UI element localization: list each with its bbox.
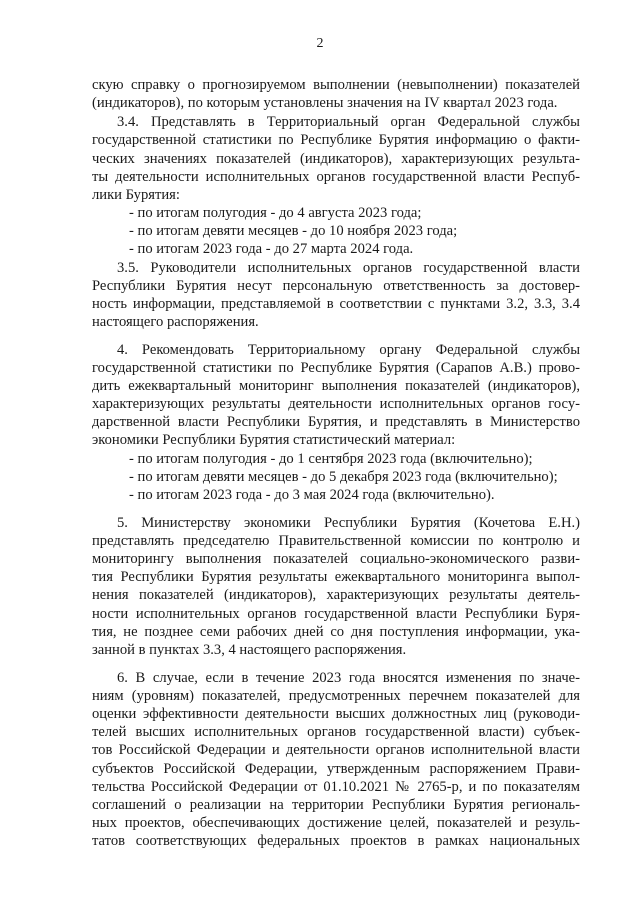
- page-number: 2: [316, 36, 324, 51]
- paragraph-4-first-line: 4. Рекомендовать Территориальному органу Федеральной службы: [117, 342, 580, 358]
- list-item: - по итогам девяти месяцев - до 5 декабря 2023 года (включительно);: [129, 469, 558, 485]
- text-line: государственной статистики по Республике Бурятия информацию о факти-: [92, 132, 580, 148]
- text-line: телей высших исполнительных органов государственной власти) субъек-: [92, 724, 580, 740]
- text-line: ческих значениях показателей (индикаторов), характеризующих результа-: [92, 151, 580, 167]
- text-line: ных проектов, обеспечивающих достижение целей, показателей и резуль-: [92, 815, 580, 831]
- paragraph-5-first-line: 5. Министерству экономики Республики Бурятия (Кочетова Е.Н.): [117, 515, 580, 531]
- list-item: - по итогам 2023 года - до 27 марта 2024 года.: [129, 241, 414, 257]
- text-line: государственной статистики по Республике Бурятия (Сарапов А.В.) прово-: [92, 360, 580, 376]
- text-line: ты деятельности исполнительных органов государственной власти Респуб-: [92, 169, 580, 185]
- text-line: ниям (уровням) показателей, предусмотренных перечнем показателей для: [92, 688, 580, 704]
- text-line: татов соответствующих федеральных проектов в рамках национальных: [92, 833, 580, 849]
- paragraph-3-5-first-line: 3.5. Руководители исполнительных органов государственной власти: [117, 260, 580, 276]
- text-line: занной в пунктах 3.3, 4 настоящего распоряжения.: [92, 642, 407, 658]
- text-line: дить ежеквартальный мониторинг выполнения показателей (индикаторов),: [92, 378, 580, 394]
- list-item: - по итогам полугодия - до 1 сентября 2023 года (включительно);: [129, 451, 533, 467]
- paragraph-3-4-first-line: 3.4. Представлять в Территориальный орган Федеральной службы: [117, 114, 580, 130]
- text-line: тия Республики Бурятия результаты ежеквартального мониторинга выпол-: [92, 569, 580, 585]
- text-line: дарственной власти Республики Бурятия, и представлять в Министерство: [92, 414, 580, 430]
- text-line: настоящего распоряжения.: [92, 314, 259, 330]
- text-line: оценки эффективности деятельности высших должностных лиц (руководи-: [92, 706, 580, 722]
- text-line: ность информации, представляемой в соответствии с пунктами 3.2, 3.3, 3.4: [92, 296, 580, 312]
- text-line: (индикаторов), по которым установлены значения на IV квартал 2023 года.: [92, 95, 558, 111]
- list-item: - по итогам полугодия - до 4 августа 2023 года;: [129, 205, 422, 221]
- text-line: экономики Республики Бурятия статистический материал:: [92, 432, 456, 448]
- text-line: тельства Российской Федерации от 01.10.2021 № 2765-р, и по показателям: [92, 779, 580, 795]
- list-item: - по итогам девяти месяцев - до 10 ноября 2023 года;: [129, 223, 458, 239]
- text-line: тов Российской Федерации и деятельности органов исполнительной власти: [92, 742, 580, 758]
- text-line: лики Бурятия:: [92, 187, 180, 203]
- text-line: Республики Бурятия несут персональную ответственность за достовер-: [92, 278, 580, 294]
- text-line: представлять председателю Правительственной комиссии по контролю и: [92, 533, 580, 549]
- text-line: скую справку о прогнозируемом выполнении (невыполнении) показателей: [92, 77, 580, 93]
- text-line: нения показателей (индикаторов), характеризующих результаты деятель-: [92, 587, 580, 603]
- text-line: соглашений о реализации на территории Республики Бурятия региональ-: [92, 797, 580, 813]
- text-line: ности исполнительных органов государственной власти Республики Буря-: [92, 606, 580, 622]
- text-line: характеризующих результаты деятельности исполнительных органов госу-: [92, 396, 580, 412]
- text-line: субъектов Российской Федерации, утвержденным распоряжением Прави-: [92, 761, 580, 777]
- text-line: мониторингу выполнения показателей социально-экономического разви-: [92, 551, 580, 567]
- list-item: - по итогам 2023 года - до 3 мая 2024 года (включительно).: [129, 487, 495, 503]
- paragraph-6-first-line: 6. В случае, если в течение 2023 года вносятся изменения по значе-: [117, 670, 580, 686]
- text-line: тия, не позднее семи рабочих дней со дня поступления информации, ука-: [92, 624, 580, 640]
